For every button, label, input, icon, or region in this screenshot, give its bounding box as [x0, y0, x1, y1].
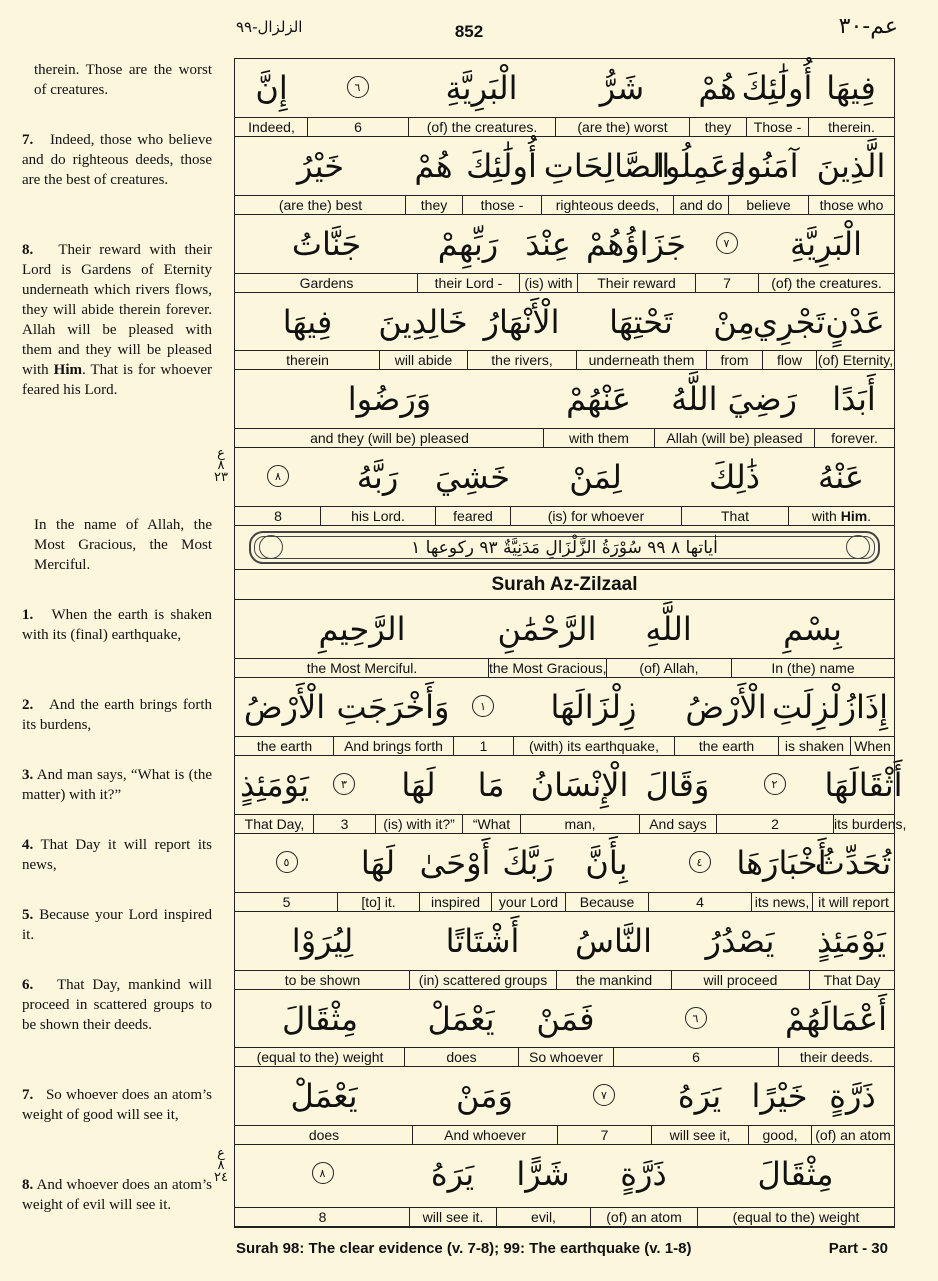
english-gloss-cell: 8: [318, 1209, 327, 1225]
arabic-word: وَقَالَ: [645, 766, 710, 804]
arabic-word: وَأَخْرَجَتِ: [336, 688, 450, 726]
english-gloss-cell: (of) an atom: [811, 1126, 894, 1144]
english-gloss-cell: will proceed: [671, 971, 809, 989]
english-gloss-cell: (of) Allah,: [606, 659, 731, 677]
english-line: [235, 1047, 894, 1066]
translation-para: 7. So whoever does an atom’s weight of good will see it,: [22, 1087, 213, 1123]
arabic-word: مِنْ: [713, 303, 755, 341]
english-gloss-cell: therein: [286, 352, 329, 368]
english-gloss-cell: 4: [648, 893, 751, 911]
translation-para: 6. That Day, mankind will proceed in scattered groups to be shown their deeds.: [22, 977, 212, 1033]
arabic-word: الْبَرِيَّةِ: [790, 225, 863, 263]
arabic-word: يَرَهُ: [677, 1077, 722, 1115]
arabic-word: وَرَضُوا: [347, 380, 432, 418]
verse-row: [235, 59, 894, 137]
arabic-word: تَجْرِي: [752, 303, 826, 341]
arabic-word: الصَّالِحَاتِ: [543, 147, 671, 185]
arabic-word: يَعْمَلْ: [290, 1077, 358, 1115]
english-line: [235, 1207, 894, 1226]
arabic-line: [235, 756, 903, 814]
english-gloss-cell: (equal to the) weight: [697, 1208, 894, 1226]
english-gloss-cell: therein.: [808, 118, 894, 136]
verse-row: [235, 1145, 894, 1227]
english-gloss-cell: does: [404, 1048, 518, 1066]
translation-para: 3. And man says, “What is (the matter) with it?”: [22, 767, 212, 803]
arabic-word: فِيهَا: [826, 69, 876, 107]
verse-row: [235, 990, 894, 1067]
english-gloss-cell: good,: [748, 1126, 811, 1144]
arabic-word: الرَّحْمَٰنِ: [497, 610, 597, 648]
arabic-word: عَدْنٍ: [825, 303, 885, 341]
english-gloss-cell: the rivers,: [467, 351, 576, 369]
english-gloss-cell: And says: [639, 815, 716, 833]
footer-caption: Surah 98: The clear evidence (v. 7-8); 99: The earthquake (v. 1-8): [236, 1240, 692, 1257]
english-gloss-cell: Because: [565, 893, 648, 911]
arabic-word: جَزَاؤُهُمْ: [586, 225, 686, 263]
english-line: [235, 273, 894, 292]
english-gloss-cell: your Lord: [491, 893, 565, 911]
ruku-marker: ع ٨ ٢٣: [214, 446, 228, 485]
arabic-word: يَعْمَلْ: [427, 1000, 495, 1038]
arabic-word: رَبَّكَ: [502, 844, 554, 882]
english-line: [235, 1125, 894, 1144]
arabic-word: وَمَنْ: [456, 1077, 513, 1115]
english-gloss-cell: is shaken: [778, 737, 850, 755]
arabic-line: [235, 1145, 894, 1203]
english-gloss-cell: (of) the creatures.: [758, 274, 894, 292]
arabic-word: رَبَّهُ: [356, 458, 399, 496]
arabic-line: [235, 912, 894, 970]
english-gloss-cell: And whoever: [412, 1126, 557, 1144]
english-gloss-cell: to be shown: [284, 972, 361, 988]
arabic-line: [235, 1067, 894, 1125]
english-line: [235, 506, 894, 525]
arabic-word: اللَّهِ: [645, 610, 692, 648]
translation-para: 1. When the earth is shaken with its (final) earthquake,: [22, 607, 212, 643]
arabic-word: أُولَٰئِكَ: [741, 69, 813, 107]
arabic-word: تَحْتِهَا: [609, 303, 673, 341]
english-gloss-cell: 7: [557, 1126, 651, 1144]
english-gloss-cell: will abide: [379, 351, 467, 369]
english-gloss-cell: (in) scattered groups: [409, 971, 556, 989]
verse-row: [235, 1067, 894, 1145]
arabic-word: أَثْقَالَهَا: [824, 766, 903, 804]
english-gloss-cell: it will report: [812, 893, 894, 911]
english-gloss-cell: 5: [282, 894, 291, 910]
english-line: [235, 350, 894, 369]
verse-row: [235, 756, 907, 834]
verse-number-marker: ٦: [685, 1007, 707, 1029]
english-gloss-cell: (of) Eternity,: [817, 352, 894, 368]
arabic-word: أَبَدًا: [832, 380, 876, 418]
verse-number-marker: ٢: [764, 773, 786, 795]
english-gloss-cell: 2: [716, 815, 833, 833]
header-surah-ref: الزلزال-٩٩: [236, 18, 303, 36]
arabic-word: لِيُرَوْا: [291, 922, 354, 960]
arabic-word: ذَٰلِكَ: [709, 458, 760, 496]
english-gloss-cell: evil,: [496, 1208, 590, 1226]
verse-number-marker: ٨: [267, 465, 289, 487]
arabic-line: [235, 137, 894, 195]
arabic-word: الَّذِينَ: [816, 147, 886, 185]
arabic-word: لِمَنْ: [569, 458, 622, 496]
english-gloss-cell: That Day,: [244, 816, 305, 832]
arabic-line: [235, 59, 894, 117]
arabic-word: خَيْرًا: [751, 1077, 808, 1115]
english-gloss-cell: And brings forth: [333, 737, 453, 755]
english-gloss-cell: (of) the creatures.: [408, 118, 555, 136]
verse-row: [235, 834, 894, 912]
english-gloss-cell: forever.: [814, 429, 894, 447]
translation-para: In the name of Allah, the Most Gracious, the Most Merciful.: [34, 517, 212, 573]
english-gloss-cell: with Him.: [788, 507, 894, 525]
english-gloss-cell: the Most Gracious,: [489, 660, 607, 676]
english-gloss-cell: (are the) best: [278, 197, 363, 213]
arabic-word: بِسْمِ: [783, 610, 842, 648]
verse-number-marker: ٨: [312, 1162, 334, 1184]
word-by-word-grid: [234, 58, 907, 1228]
english-gloss-cell: Gardens: [299, 275, 354, 291]
arabic-line: [235, 448, 894, 506]
arabic-word: مِثْقَالَ: [282, 1000, 358, 1038]
page-number: 852: [454, 22, 484, 41]
english-gloss-cell: the earth: [256, 738, 313, 754]
english-gloss-cell: (is) for whoever: [510, 507, 681, 525]
arabic-line: [235, 215, 894, 273]
english-gloss-cell: those who: [808, 196, 894, 214]
arabic-word: أُولَٰئِكَ: [466, 147, 537, 185]
arabic-word: الْأَرْضُ: [685, 688, 767, 726]
english-gloss-cell: will see it,: [651, 1126, 748, 1144]
translation-para: 4. That Day it will report its news,: [22, 837, 213, 873]
verse-number-marker: ٥: [276, 851, 298, 873]
english-gloss-cell: from: [706, 351, 762, 369]
english-gloss-cell: inspired: [419, 893, 491, 911]
arabic-word: ذَرَّةٍ: [620, 1155, 667, 1193]
arabic-line: [235, 600, 894, 658]
english-gloss-cell: When: [850, 737, 894, 755]
arabic-line: [235, 370, 894, 428]
english-gloss-cell: the earth: [674, 737, 778, 755]
english-gloss-cell: Those -: [746, 118, 808, 136]
arabic-word: آمَنُوا: [737, 147, 799, 185]
verse-number-marker: ٧: [593, 1084, 615, 1106]
english-gloss-cell: its news,: [751, 893, 812, 911]
arabic-word: أَخْبَارَهَا: [736, 844, 827, 882]
english-line: [235, 814, 907, 833]
arabic-word: شَرًّا: [516, 1155, 570, 1193]
english-gloss-cell: “What: [462, 815, 520, 833]
surah-title: Surah Az-Zilzaal: [235, 570, 894, 600]
footer-part: Part - 30: [828, 1240, 888, 1257]
arabic-line: [235, 678, 894, 736]
arabic-word: زُلْزِلَتِ: [771, 688, 857, 726]
arabic-word: يَوْمَئِذٍ: [239, 766, 310, 804]
arabic-word: بِأَنَّ: [585, 844, 628, 882]
arabic-word: أَعْمَالَهُمْ: [784, 1000, 888, 1038]
arabic-word: فَمَنْ: [536, 1000, 595, 1038]
english-gloss-cell: 6: [307, 118, 408, 136]
arabic-word: خَيْرُ: [296, 147, 345, 185]
english-gloss-cell: they: [689, 118, 746, 136]
english-gloss-cell: does: [308, 1127, 340, 1143]
english-line: [235, 428, 894, 447]
arabic-word: إِذَا: [855, 688, 889, 726]
verse-row: [235, 370, 894, 448]
verse-number-marker: ٤: [689, 851, 711, 873]
english-gloss-cell: and they (will be) pleased: [310, 430, 469, 446]
arabic-word: أَوْحَىٰ: [419, 844, 491, 882]
english-line: [235, 970, 894, 989]
translation-para: 5. Because your Lord inspired it.: [22, 907, 213, 943]
verse-row: [235, 215, 894, 293]
english-gloss-cell: 8: [274, 508, 282, 524]
english-gloss-cell: 1: [453, 737, 513, 755]
arabic-line: [235, 834, 894, 892]
arabic-word: الرَّحِيمِ: [318, 610, 406, 648]
english-gloss-cell: 3: [313, 815, 375, 833]
english-gloss-cell: with them: [543, 429, 654, 447]
english-gloss-cell: their Lord -: [417, 274, 519, 292]
verse-row: [235, 678, 894, 756]
arabic-word: الْإِنْسَانُ: [530, 766, 629, 804]
english-line: [235, 195, 894, 214]
english-line: [235, 892, 894, 911]
translation-para: therein. Those are the worst of creatures.: [34, 62, 212, 98]
arabic-word: إِنَّ: [255, 69, 288, 107]
english-gloss-cell: Their reward: [577, 274, 695, 292]
arabic-word: الْأَرْضُ: [243, 688, 326, 726]
english-gloss-cell: Allah (will be) pleased: [654, 429, 814, 447]
arabic-word: لَهَا: [401, 766, 436, 804]
surah-banner-text: اٰياتها ٨ ٩٩ سُوْرَةُ الزَّلْزَالِ مَدَنِيَّةٌ ٩٣ رکوعها ١: [411, 537, 718, 558]
english-gloss-cell: righteous deeds,: [541, 196, 673, 214]
arabic-word: هُمْ: [698, 69, 737, 107]
arabic-word: لَهَا: [360, 844, 396, 882]
arabic-word: جَنَّاتُ: [291, 225, 362, 263]
surah-banner: [235, 526, 894, 570]
english-gloss-cell: (is) with: [519, 274, 577, 292]
english-gloss-cell: In (the) name: [731, 659, 894, 677]
ornament-icon: [846, 535, 870, 559]
header-part-ref: عم-٣٠: [838, 14, 898, 39]
english-gloss-cell: [to] it.: [337, 893, 419, 911]
arabic-word: خَالِدِينَ: [378, 303, 468, 341]
arabic-word: زِلْزَالَهَا: [550, 688, 637, 726]
english-line: [235, 658, 894, 677]
verse-number-marker: ١: [472, 695, 494, 717]
english-gloss-cell: man,: [520, 815, 639, 833]
english-gloss-cell: That: [681, 507, 788, 525]
arabic-word: عَنْهُ: [818, 458, 864, 496]
arabic-word: مِثْقَالَ: [757, 1155, 834, 1193]
arabic-word: رَضِيَ اللَّهُ: [671, 380, 797, 418]
arabic-word: النَّاسُ: [574, 922, 653, 960]
english-gloss-cell: its burdens,: [834, 816, 907, 832]
translation-para: 7. Indeed, those who believe and do righteous deeds, those are the best of creatures.: [22, 132, 212, 188]
arabic-word: عَنْهُمْ: [566, 380, 631, 418]
verse-row: [235, 137, 894, 215]
english-gloss-cell: they: [405, 196, 462, 214]
verse-row: [235, 448, 894, 526]
arabic-word: أَشْتَاتًا: [445, 922, 520, 960]
arabic-word: ذَرَّةٍ: [829, 1077, 876, 1115]
english-gloss-cell: and do: [673, 196, 728, 214]
arabic-line: [235, 990, 894, 1048]
english-gloss-cell: his Lord.: [320, 507, 435, 525]
arabic-word: شَرُّ: [599, 69, 645, 107]
verse-number-marker: ٣: [333, 773, 355, 795]
ornament-icon: [259, 535, 283, 559]
english-gloss-cell: 6: [613, 1048, 778, 1066]
arabic-word: مَا: [477, 766, 505, 804]
english-gloss-cell: (equal to the) weight: [256, 1049, 384, 1065]
english-gloss-cell: Indeed,: [248, 119, 295, 135]
english-gloss-cell: (are the) worst: [555, 118, 689, 136]
english-gloss-cell: their deeds.: [778, 1048, 894, 1066]
english-gloss-cell: feared: [435, 507, 510, 525]
translation-para: 8. And whoever does an atom’s weight of evil will see it.: [22, 1177, 212, 1213]
verse-row: [235, 293, 894, 370]
arabic-word: الْأَنْهَارُ: [483, 303, 560, 341]
arabic-word: فِيهَا: [282, 303, 333, 341]
arabic-word: تُحَدِّثُ: [814, 844, 892, 882]
translation-para: 2. And the earth brings forth its burdens,: [22, 697, 212, 733]
arabic-word: هُمْ: [414, 147, 453, 185]
arabic-word: يَرَهُ: [430, 1155, 475, 1193]
english-gloss-cell: those -: [462, 196, 541, 214]
english-line: [235, 117, 894, 136]
verse-row: [235, 600, 894, 678]
translation-para: 8. Their reward with their Lord is Gardens of Eternity underneath which rivers flows, they will abide therein forever. Allah will be pleased with them and they will be pleased with Him. That is for whoever feared his Lord.: [22, 242, 213, 398]
arabic-word: يَوْمَئِذٍ: [816, 922, 887, 960]
arabic-line: [235, 293, 894, 351]
english-gloss-cell: 7: [695, 274, 758, 292]
arabic-word: خَشِيَ: [435, 458, 510, 496]
arabic-word: رَبِّهِمْ: [437, 225, 499, 263]
english-gloss-cell: the mankind: [556, 971, 671, 989]
english-gloss-cell: (of) an atom: [590, 1208, 697, 1226]
english-gloss-cell: (with) its earthquake,: [513, 737, 674, 755]
arabic-word: الْبَرِيَّةِ: [445, 69, 518, 107]
verse-row: [235, 912, 894, 990]
arabic-word: عِنْدَ: [525, 225, 571, 263]
english-gloss-cell: (is) with it?”: [375, 815, 462, 833]
english-gloss-cell: flow: [762, 351, 816, 369]
ruku-marker: ع ٨ ٢٤: [214, 1146, 228, 1185]
arabic-word: يَصْدُرُ: [705, 922, 775, 960]
english-gloss-cell: will see it.: [409, 1208, 496, 1226]
english-gloss-cell: the Most Merciful.: [306, 660, 418, 676]
english-gloss-cell: So whoever: [518, 1048, 613, 1066]
english-gloss-cell: believe: [728, 196, 808, 214]
verse-number-marker: ٦: [347, 76, 369, 98]
english-line: [235, 736, 894, 755]
arabic-word: وَعَمِلُوا: [655, 147, 746, 185]
verse-number-marker: ٧: [716, 232, 738, 254]
english-gloss-cell: That Day: [809, 971, 894, 989]
english-gloss-cell: underneath them: [576, 351, 706, 369]
